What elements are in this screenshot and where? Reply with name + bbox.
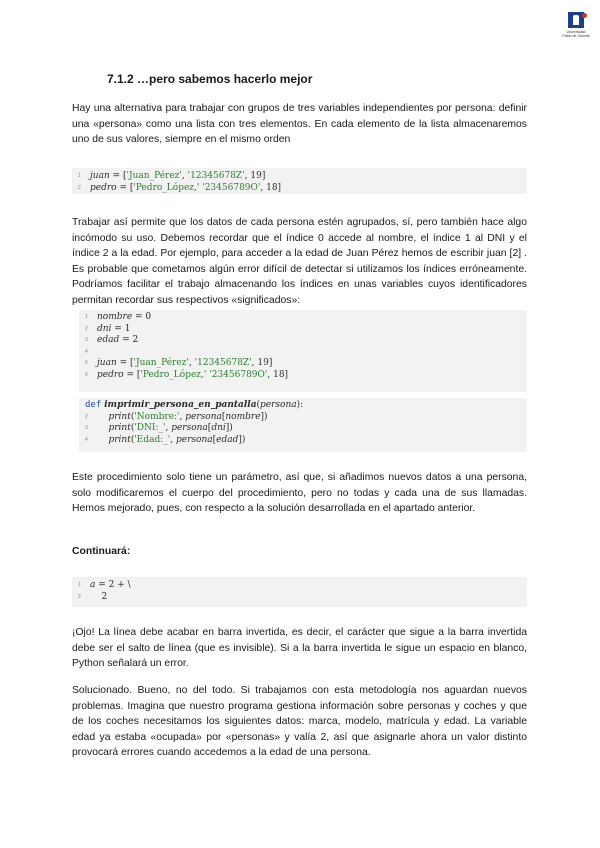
code-line: 4 print('Edad:_', persona[edad]) — [85, 434, 246, 445]
university-logo — [561, 12, 591, 44]
code-line: 2 print('Nombre:', persona[nombre]) — [85, 411, 268, 422]
code-line: 2 pedro = ['Pedro_López,' '23456789O', 18] — [78, 182, 282, 193]
code-line: 1 nombre = 0 — [85, 312, 152, 322]
code-line: 1 juan = ['Juan_Pérez', '12345678Z', 19] — [78, 171, 266, 181]
code-block-continuation — [72, 577, 527, 607]
code-block-index-vars — [79, 310, 527, 392]
paragraph-intro: Hay una alternativa para trabajar con grupos de tres variables independientes por persona: definir una «persona» como una lista con tres elementos. En cada elemento de la lista almacenaremos uno de sus valores, siempre en el mismo orden — [72, 103, 527, 145]
code-line: 6 pedro = ['Pedro_López,' '23456789O', 18] — [85, 369, 289, 380]
code-block-function — [79, 398, 527, 452]
paragraph-warning: ¡Ojo! La línea debe acabar en barra invertida, es decir, el carácter que sigue a la barra invertida debe ser el salto de línea (que es invisible). Si a la barra invertida le sigue un espacio en blanco, Python señalará un error. — [72, 627, 527, 669]
paragraph-indices: Trabajar así permite que los datos de cada persona estén agrupados, sí, pero también hace algo incómodo su uso. Debemos recordar que el índice 0 accede al nombre, el índice 1 al DNI y el índice 2 a la edad. Por ejemplo, para acceder a la edad de Juan Pérez hemos de escribir juan [2] . Es probable que cometamos algún error difícil de detectar si utilizamos los índices erróneamente. Podríamos facilitar el trabajo almacenando los índices en unas variables cuyos identificadores permitan recordar sus respectivos «significados»: — [72, 217, 527, 306]
code-line: def imprimir_persona_en_pantalla(persona): — [85, 400, 304, 410]
section-title: 7.1.2 …pero sabemos hacerlo mejor — [107, 72, 313, 86]
logo-emblem-icon — [568, 12, 584, 28]
code-line: 3 print('DNI:_', persona[dni]) — [85, 423, 233, 434]
paragraph-solution: Solucionado. Bueno, no del todo. Si trabajamos con esta metodología nos aguardan nuevos problemas. Imagina que nuestro programa gestiona información sobre personas y coches y que de los coches necesitamos los siguientes datos: marca, modelo, matrícula y edad. La variable edad ya estaba «ocupada» por «personas» y valía 2, así que asignarle ahora un valor distinto provocará errores cuando accedemos a la edad de una persona. — [72, 685, 527, 758]
code-line: 3 edad = 2 — [85, 335, 139, 346]
code-block-lists — [72, 168, 527, 194]
code-line: 2 2 — [78, 591, 108, 602]
code-line: 5 juan = ['Juan_Pérez', '12345678Z', 19] — [85, 358, 273, 369]
code-line: 2 dni = 1 — [85, 323, 131, 334]
code-line: 1 a = 2 + \ — [78, 580, 131, 590]
paragraph-procedure: Este procedimiento solo tiene un parámetro, así que, si añadimos nuevos datos a una persona, solo modificaremos el cuerpo del procedimiento, pero no todas y cada una de sus llamadas. Hemos mejorado, pues, con respecto a la solución desarrollada en el apartado anterior. — [72, 472, 527, 514]
logo-text: Universidad Pablo de Olavide — [562, 30, 590, 38]
code-line: 4 — [85, 348, 88, 355]
continuara-heading: Continuará: — [72, 546, 131, 557]
